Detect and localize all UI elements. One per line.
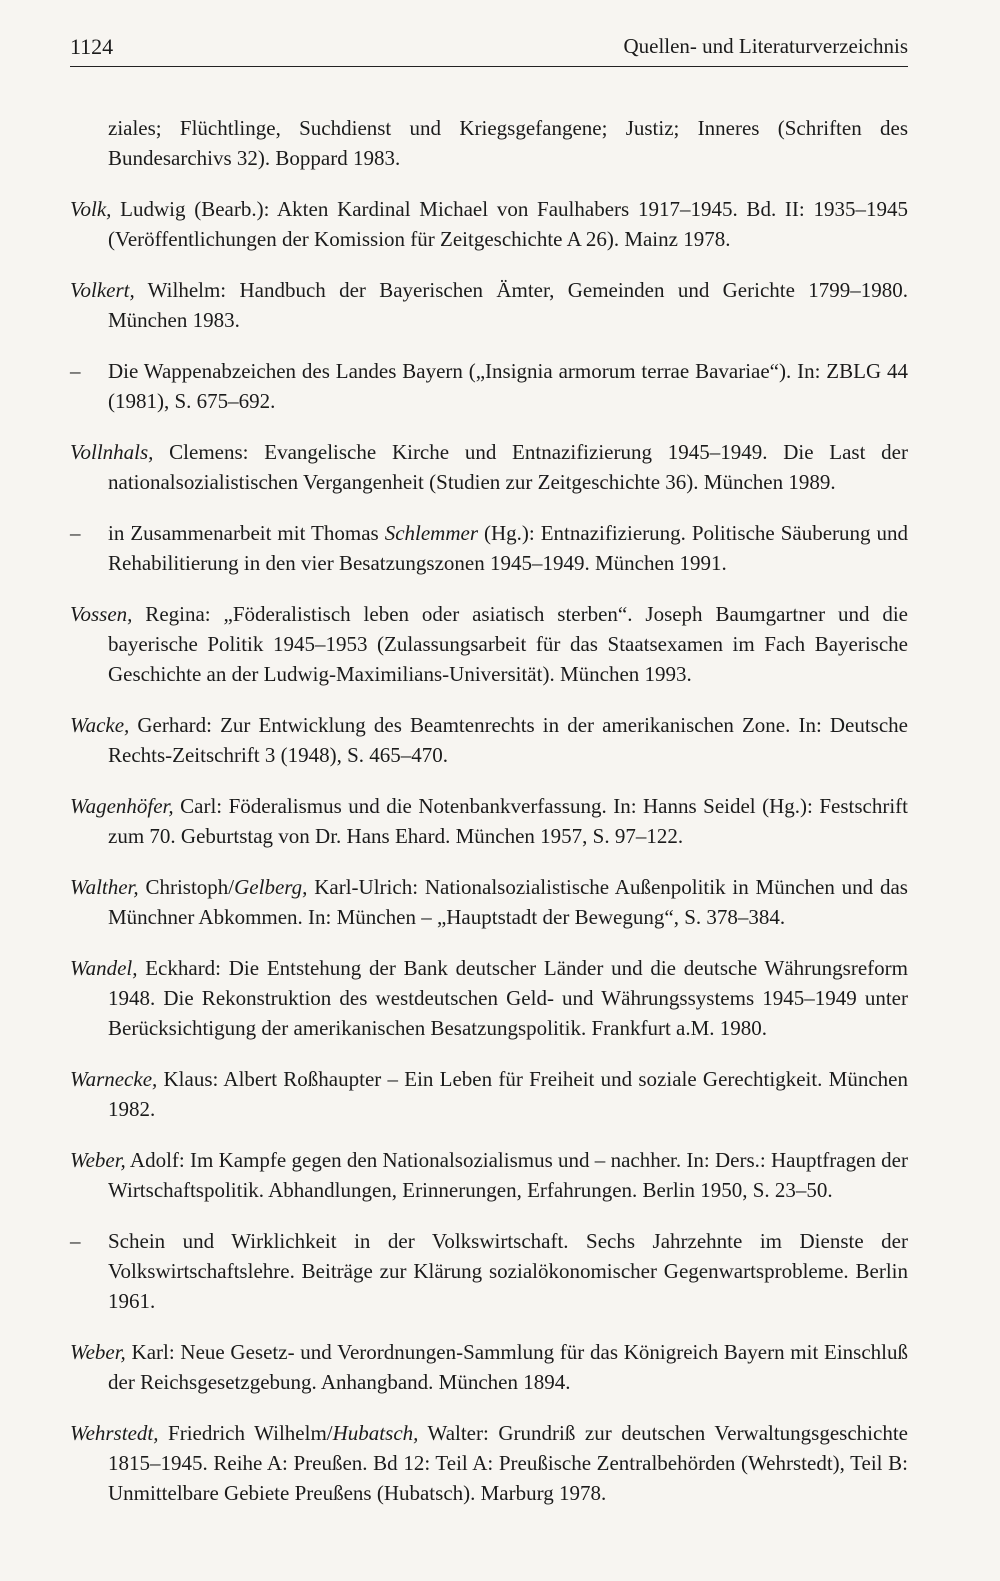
entry-text: Karl-Ulrich: Nationalsozialistische Außenpolitik in München und das Münchner Abkommen. In: München – „Hauptstadt der Bewegung“, S. 378–384. — [108, 875, 908, 929]
bibliography-entry — [70, 1145, 908, 1205]
bibliography-list — [70, 92, 908, 1514]
author-name: Walther, — [70, 875, 139, 899]
entry-text: Ludwig (Bearb.): Akten Kardinal Michael von Faulhabers 1917–1945. Bd. II: 1935–1945 (Veröffentlichungen der Komission für Zeitgeschichte A 26). Mainz 1978. — [108, 197, 908, 251]
author-name: Weber, — [70, 1148, 126, 1172]
author-name: Wandel, — [70, 956, 138, 980]
author-name: Volkert, — [70, 278, 135, 302]
bibliography-subentry — [70, 356, 908, 416]
author-name: Wehrstedt, — [70, 1421, 159, 1445]
entry-text: Carl: Föderalismus und die Notenbankverfassung. In: Hanns Seidel (Hg.): Festschrift zum 70. Geburtstag von Dr. Hans Ehard. München 1957, S. 97–122. — [108, 794, 908, 848]
entry-text: Clemens: Evangelische Kirche und Entnazifizierung 1945–1949. Die Last der nationalsozialistischen Vergangenheit (Studien zur Zeitgeschichte 36). München 1989. — [108, 440, 908, 494]
entry-text: Gerhard: Zur Entwicklung des Beamtenrechts in der amerikanischen Zone. In: Deutsche Rechts-Zeitschrift 3 (1948), S. 465–470. — [108, 713, 908, 767]
entry-text: Eckhard: Die Entstehung der Bank deutscher Länder und die deutsche Währungsreform 1948. Die Rekonstruktion des westdeutschen Geld- und Währungssystems 1945–1949 unter Berücksichtigung der amerikanischen Besatzungspolitik. Frankfurt a.M. 1980. — [108, 956, 908, 1040]
entry-text: Walter: Grundriß zur deutschen Verwaltungsgeschichte 1815–1945. Reihe A: Preußen. Bd 12: Teil A: Preußische Zentralbehörden (Wehrstedt), Teil B: Unmittelbare Gebiete Preußens (Hubatsch). Marburg 1978. — [108, 1421, 908, 1505]
entry-text: Klaus: Albert Roßhaupter – Ein Leben für Freiheit und soziale Gerechtigkeit. München 1982. — [108, 1067, 908, 1121]
page-number: 1124 — [70, 34, 114, 59]
author-name: Vossen, — [70, 602, 133, 626]
entry-text: Schein und Wirklichkeit in der Volkswirtschaft. Sechs Jahrzehnte im Dienste der Volkswirtschaftslehre. Beiträge zur Klärung sozialökonomischer Gegenwartsprobleme. Berlin 1961. — [108, 1229, 908, 1313]
author-name: Volk, — [70, 197, 112, 221]
ditto-dash: – — [70, 1229, 81, 1253]
bibliography-entry — [70, 1418, 908, 1508]
author-name: Warnecke, — [70, 1067, 158, 1091]
bibliography-entry: ziales; Flüchtlinge, Suchdienst und Kriegsgefangene; Justiz; Inneres (Schriften des Bundesarchivs 32). Boppard 1983. — [108, 116, 908, 170]
entry-text-prefix: Christoph/ — [138, 875, 235, 899]
bibliography-entry — [70, 872, 908, 932]
coauthor-name: Schlemmer — [384, 521, 478, 545]
entry-text: Wilhelm: Handbuch der Bayerischen Ämter, Gemeinden und Gerichte 1799–1980. München 1983. — [108, 278, 908, 332]
entry-text-prefix: in Zusammenarbeit mit Thomas — [108, 521, 385, 545]
coauthor-name: Gelberg, — [234, 875, 308, 899]
entry-text: Die Wappenabzeichen des Landes Bayern („Insignia armorum terrae Bavariae“). In: ZBLG 44 (1981), S. 675–692. — [108, 359, 908, 413]
entry-text-prefix: Friedrich Wilhelm/ — [158, 1421, 333, 1445]
entry-text: Adolf: Im Kampfe gegen den Nationalsozialismus und – nachher. In: Ders.: Hauptfragen der Wirtschaftspolitik. Abhandlungen, Erinnerungen, Erfahrungen. Berlin 1950, S. 23–50. — [108, 1148, 908, 1202]
ditto-dash: – — [70, 359, 81, 383]
entry-text: (Hg.): Entnazifizierung. Politische Säuberung und Rehabilitierung in den vier Besatzungszonen 1945–1949. München 1991. — [108, 521, 908, 575]
author-name: Wacke, — [70, 713, 130, 737]
entry-text: Karl: Neue Gesetz- und Verordnungen-Sammlung für das Königreich Bayern mit Einschluß der Reichsgesetzgebung. Anhangband. München 1894. — [108, 1340, 908, 1394]
author-name: Weber, — [70, 1340, 126, 1364]
bibliography-entry — [70, 953, 908, 1043]
bibliography-entry — [70, 710, 908, 770]
page-header — [70, 30, 908, 67]
author-name: Vollnhals, — [70, 440, 154, 464]
coauthor-name: Hubatsch, — [332, 1421, 419, 1445]
running-head: Quellen- und Literaturverzeichnis — [623, 34, 908, 58]
bibliography-entry — [70, 791, 908, 851]
bibliography-entry — [70, 194, 908, 254]
bibliography-entry — [70, 275, 908, 335]
bibliography-entry — [70, 437, 908, 497]
bibliography-subentry — [70, 518, 908, 578]
bibliography-entry — [70, 599, 908, 689]
entry-text: Regina: „Föderalistisch leben oder asiatisch sterben“. Joseph Baumgartner und die bayerische Politik 1945–1953 (Zulassungsarbeit für das Staatsexamen im Fach Bayerische Geschichte an der Ludwig-Maximilians-Universität). München 1993. — [108, 602, 908, 686]
ditto-dash: – — [70, 521, 81, 545]
bibliography-subentry — [70, 1226, 908, 1316]
bibliography-entry — [70, 1337, 908, 1397]
bibliography-entry — [70, 1064, 908, 1124]
author-name: Wagenhöfer, — [70, 794, 174, 818]
